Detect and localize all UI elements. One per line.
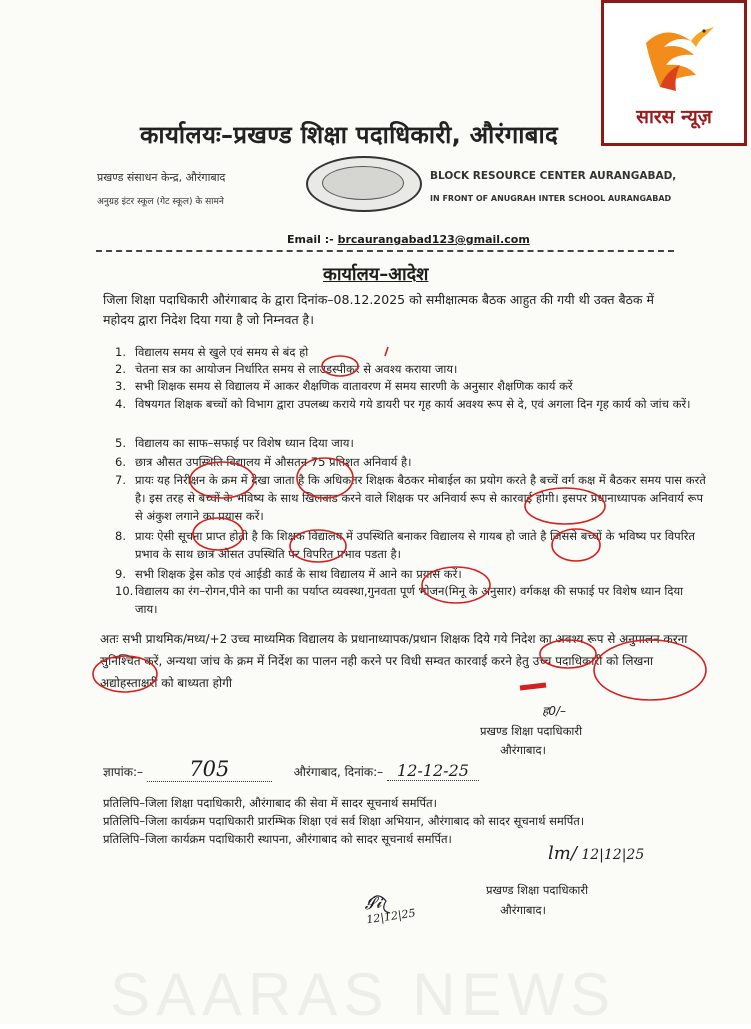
memo-number: 705 <box>189 757 230 781</box>
memo-date: 12-12-25 <box>397 761 469 780</box>
list-item: 4. विषयगत शिक्षक बच्चों को विभाग द्वारा उपलब्ध कराये गये डायरी पर गृह कार्य अवश्य रूप से दे, एवं अगला दिन गृह कार्य को जांच करें। <box>115 397 691 411</box>
list-item: 7. प्रायः यह निरीक्षन के क्रम में देखा जाता है कि अधिकतर शिक्षक बैठकर मोबाईल का प्रयोग करते है बच्चें वर्ग कक्ष में बैठकर समय पास करते है। इस तरह से बच्चों के भविष्य के साथ खिलवाड करने वाले शिक्षक पर अनिवार्य रूप से कारवाई होगी। इसपर प्रधानाध्यापक अनिवार्य रूप से अंकुश लगाने का प्रयास करें। <box>115 473 706 523</box>
memo-line <box>103 757 479 782</box>
email-label: Email :- <box>287 233 334 246</box>
copy-line: प्रतिलिपि–जिला कार्यक्रम पदाधिकारी प्रारम्भिक शिक्षा एवं सर्व शिक्षा अभियान, औरंगाबाद को सादर सूचनार्थ समर्पित। <box>103 814 585 828</box>
order-title: कार्यालय–आदेश <box>323 264 429 285</box>
copy-line: प्रतिलिपि–जिला शिक्षा पदाधिकारी, औरंगाबाद की सेवा में सादर सूचनार्थ समर्पित। <box>103 796 437 810</box>
order-intro: जिला शिक्षा पदाधिकारी औरंगाबाद के द्वारा दिनांक–08.12.2025 को समीक्षात्मक बैठक आहुत की गयी थी उक्त बैठक में महोदय द्वारा निदेश दिया गया है जो निम्नवत है। <box>103 292 654 327</box>
letterhead-left <box>97 170 225 216</box>
crane-bird-icon <box>636 13 716 101</box>
watermark: SAARAS NEWS <box>110 961 617 1028</box>
handwritten-signature: lm/ 12|12|25 <box>548 843 645 864</box>
signature-date: 12|12|25 <box>581 847 645 863</box>
list-item: 3. सभी शिक्षक समय से विद्यालय में आकर शैक्षणिक वातावरण में समय सारणी के अनुसार शैक्षणिक कार्य करें <box>115 379 573 393</box>
email-line <box>287 233 530 246</box>
copy-list <box>103 794 584 848</box>
hindi-address-line2: अनुग्रह इंटर स्कूल (गेट स्कूल) के सामने <box>97 197 224 207</box>
signatory-place: औरंगाबाद। <box>500 903 546 917</box>
memo-label: ज्ञापांक:– <box>103 765 143 779</box>
office-seal-icon <box>306 156 422 212</box>
list-item: 9. सभी शिक्षक ड्रेस कोड एवं आईडी कार्ड के साथ विद्यालय में आने का प्रयास करें। <box>115 567 462 581</box>
email-link[interactable]: brcaurangabad123@gmail.com <box>337 233 530 246</box>
signature-block-1 <box>480 704 582 760</box>
header-divider <box>96 250 674 252</box>
logo-text: सारस न्यूज़ <box>636 106 712 128</box>
signatory-designation: प्रखण्ड शिक्षा पदाधिकारी <box>480 724 583 738</box>
english-address-line2: IN FRONT OF ANUGRAH INTER SCHOOL AURANGABAD <box>430 194 672 203</box>
list-item: 8. प्रायः ऐसी सूचना प्राप्त होती है कि शिक्षक विद्यालय में उपस्थिति बनाकर विद्यालय से गायब हो जाते है जिससे बच्चों के भविष्य पर विपरित प्रभाव के साथ छात्र औसत उपस्थिति पर विपरित प्रभाव पडता है। <box>115 529 695 561</box>
signatory-designation: प्रखण्ड शिक्षा पदाधिकारी <box>486 883 589 897</box>
list-item: 1. विद्यालय समय से खुले एवं समय से बंद हो <box>115 345 309 359</box>
list-item: 5. विद्यालय का साफ–सफाई पर विशेष ध्यान दिया जाय। <box>115 436 354 450</box>
copy-line: प्रतिलिपि–जिला कार्यक्रम पदाधिकारी स्थापना, औरंगाबाद को सादर सूचनार्थ समर्पित। <box>103 832 452 846</box>
signature-block-2 <box>486 880 588 920</box>
letterhead-right <box>430 170 676 203</box>
hindi-address-line1: प्रखण्ड संसाधन केन्द्र, औरंगाबाद <box>97 171 226 184</box>
news-logo <box>601 0 747 146</box>
english-address-line1: BLOCK RESOURCE CENTER AURANGABAD, <box>430 170 677 182</box>
closing-paragraph: अतः सभी प्राथमिक/मध्य/+2 उच्च माध्यमिक विद्यालय के प्रधानाध्यापक/प्रधान शिक्षक दिये गये निदेश का अवश्य रूप से अनुपालन करना सुनिश्चित करें, अन्यथा जांच के क्रम में निर्देश का पालन नही करने पर विधी सम्वत कारवाई करने हेतु उच्च पदाधिकारी को लिखना अद्योहस्ताक्षरी को बाध्यता होगी <box>100 632 688 690</box>
list-item: 2. चेतना सत्र का आयोजन निर्धारित समय से लाउडस्पीकर से अवश्य कराया जाय। <box>115 362 458 376</box>
handwritten-initials: 𝓢𝓲 12|12|25 <box>363 893 417 927</box>
office-title: कार्यालयः–प्रखण्ड शिक्षा पदाधिकारी, औरंगाबाद <box>140 121 559 149</box>
initials-date: 12|12|25 <box>365 906 417 927</box>
memo-place-date-label: औरंगाबाद, दिनांक:– <box>293 765 384 779</box>
list-item: 6. छात्र औसत उपस्थिति विद्यालय में औसतन 75 प्रतिशत अनिवार्य है। <box>115 455 412 469</box>
list-item: 10. विद्यालय का रंग–रोगन,पीने का पानी का पर्याप्त व्यवस्था,गुनवता पूर्ण भोजन(मिनू के अनुसार) वर्गकक्ष की सफाई पर विशेष ध्यान दिया जाय। <box>115 584 684 616</box>
signature-mark: ह0/– <box>542 704 567 718</box>
signatory-place: औरंगाबाद। <box>500 743 546 757</box>
